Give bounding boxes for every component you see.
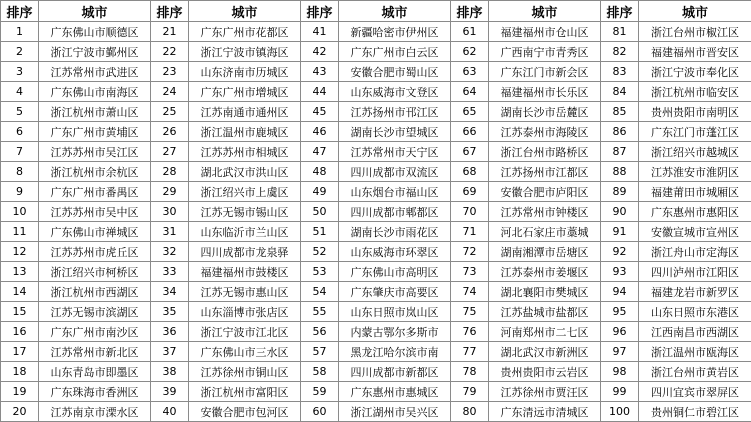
rank-cell: 59 [301,382,339,402]
city-cell: 山东日照市岚山区 [339,302,451,322]
table-row [1,382,751,402]
city-cell: 湖北武汉市新洲区 [489,342,601,362]
city-cell: 广东广州市南沙区 [39,322,151,342]
rank-cell: 37 [151,342,189,362]
rank-cell: 91 [601,222,639,242]
rank-header: 排序 [301,1,339,22]
city-cell: 山东济南市历城区 [189,62,301,82]
rank-cell: 9 [1,182,39,202]
city-cell: 浙江杭州市余杭区 [39,162,151,182]
rank-cell: 46 [301,122,339,142]
rank-cell: 57 [301,342,339,362]
rank-cell: 89 [601,182,639,202]
city-cell: 湖南长沙市望城区 [339,122,451,142]
city-cell: 广东佛山市顺德区 [39,22,151,42]
city-cell: 浙江温州市鹿城区 [189,122,301,142]
city-cell: 江苏淮安市淮阴区 [639,162,751,182]
city-cell: 浙江宁波市江北区 [189,322,301,342]
rank-cell: 53 [301,262,339,282]
table-row [1,22,751,42]
rank-cell: 52 [301,242,339,262]
city-cell: 浙江杭州市萧山区 [39,102,151,122]
rank-cell: 90 [601,202,639,222]
city-cell: 山东烟台市福山区 [339,182,451,202]
city-cell: 江苏泰州市海陵区 [489,122,601,142]
city-cell: 山东威海市文登区 [339,82,451,102]
rank-cell: 34 [151,282,189,302]
rank-cell: 68 [451,162,489,182]
city-cell: 湖南湘潭市岳塘区 [489,242,601,262]
city-cell: 江苏徐州市铜山区 [189,362,301,382]
rank-cell: 75 [451,302,489,322]
rank-cell: 28 [151,162,189,182]
rank-cell: 17 [1,342,39,362]
rank-cell: 55 [301,302,339,322]
city-cell: 四川泸州市江阳区 [639,262,751,282]
city-cell: 江苏徐州市贾汪区 [489,382,601,402]
table-row [1,222,751,242]
rank-cell: 81 [601,22,639,42]
city-cell: 浙江宁波市鄞州区 [39,42,151,62]
table-row [1,122,751,142]
rank-cell: 12 [1,242,39,262]
city-cell: 广东广州市增城区 [189,82,301,102]
city-cell: 浙江台州市黄岩区 [639,362,751,382]
city-header: 城市 [339,1,451,22]
city-cell: 四川宜宾市翠屏区 [639,382,751,402]
table-row [1,162,751,182]
city-cell: 福建福州市长乐区 [489,82,601,102]
rank-cell: 29 [151,182,189,202]
rank-cell: 72 [451,242,489,262]
city-cell: 浙江杭州市富阳区 [189,382,301,402]
rank-cell: 16 [1,322,39,342]
rank-cell: 20 [1,402,39,422]
rank-cell: 64 [451,82,489,102]
table-row [1,142,751,162]
rank-cell: 99 [601,382,639,402]
rank-cell: 32 [151,242,189,262]
city-header: 城市 [189,1,301,22]
rank-cell: 84 [601,82,639,102]
rank-cell: 1 [1,22,39,42]
city-cell: 浙江温州市瓯海区 [639,342,751,362]
city-cell: 江苏苏州市虎丘区 [39,242,151,262]
rank-cell: 39 [151,382,189,402]
rank-cell: 7 [1,142,39,162]
rank-cell: 100 [601,402,639,422]
rank-cell: 43 [301,62,339,82]
city-cell: 广东惠州市惠城区 [339,382,451,402]
rank-cell: 69 [451,182,489,202]
city-cell: 江苏苏州市吴江区 [39,142,151,162]
rank-cell: 71 [451,222,489,242]
city-cell: 福建福州市仓山区 [489,22,601,42]
rank-cell: 18 [1,362,39,382]
rank-cell: 36 [151,322,189,342]
city-cell: 福建莆田市城厢区 [639,182,751,202]
rank-cell: 63 [451,62,489,82]
city-cell: 福建龙岩市新罗区 [639,282,751,302]
city-cell: 四川成都市郫都区 [339,202,451,222]
city-cell: 广东佛山市三水区 [189,342,301,362]
city-cell: 四川成都市双流区 [339,162,451,182]
city-cell: 浙江宁波市奉化区 [639,62,751,82]
rank-cell: 33 [151,262,189,282]
table-row [1,102,751,122]
city-cell: 贵州铜仁市碧江区 [639,402,751,422]
rank-header: 排序 [601,1,639,22]
city-cell: 安徽合肥市庐阳区 [489,182,601,202]
rank-cell: 49 [301,182,339,202]
city-cell: 浙江舟山市定海区 [639,242,751,262]
city-cell: 江苏常州市新北区 [39,342,151,362]
city-cell: 江苏南通市通州区 [189,102,301,122]
rank-cell: 26 [151,122,189,142]
city-cell: 福建福州市鼓楼区 [189,262,301,282]
rank-cell: 83 [601,62,639,82]
rank-cell: 70 [451,202,489,222]
city-cell: 四川成都市龙泉驿 [189,242,301,262]
rank-cell: 86 [601,122,639,142]
rank-cell: 85 [601,102,639,122]
rank-cell: 48 [301,162,339,182]
city-cell: 山东临沂市兰山区 [189,222,301,242]
table-row [1,82,751,102]
table-row [1,262,751,282]
rank-cell: 76 [451,322,489,342]
city-cell: 江苏无锡市惠山区 [189,282,301,302]
rank-cell: 62 [451,42,489,62]
rank-cell: 24 [151,82,189,102]
rank-cell: 27 [151,142,189,162]
rank-cell: 4 [1,82,39,102]
city-cell: 广东佛山市南海区 [39,82,151,102]
rank-cell: 50 [301,202,339,222]
city-cell: 浙江杭州市临安区 [639,82,751,102]
city-cell: 浙江台州市路桥区 [489,142,601,162]
city-cell: 广东肇庆市高要区 [339,282,451,302]
city-cell: 浙江杭州市西湖区 [39,282,151,302]
rank-header: 排序 [151,1,189,22]
header-row [1,1,751,22]
city-cell: 广东清远市清城区 [489,402,601,422]
city-cell: 广东广州市番禺区 [39,182,151,202]
city-cell: 广东珠海市香洲区 [39,382,151,402]
rank-cell: 77 [451,342,489,362]
city-cell: 广东佛山市高明区 [339,262,451,282]
city-cell: 广东江门市蓬江区 [639,122,751,142]
city-cell: 江苏无锡市滨湖区 [39,302,151,322]
rank-cell: 80 [451,402,489,422]
table-row [1,302,751,322]
city-header: 城市 [639,1,751,22]
city-cell: 浙江宁波市镇海区 [189,42,301,62]
city-cell: 广东佛山市禅城区 [39,222,151,242]
city-cell: 山东青岛市即墨区 [39,362,151,382]
rank-header: 排序 [1,1,39,22]
city-cell: 湖北武汉市洪山区 [189,162,301,182]
rank-cell: 13 [1,262,39,282]
rank-cell: 58 [301,362,339,382]
rank-cell: 11 [1,222,39,242]
rank-cell: 96 [601,322,639,342]
table-row [1,282,751,302]
city-cell: 广东广州市花都区 [189,22,301,42]
city-cell: 江苏扬州市江都区 [489,162,601,182]
rank-cell: 82 [601,42,639,62]
table-row [1,182,751,202]
rank-cell: 74 [451,282,489,302]
city-cell: 广西南宁市青秀区 [489,42,601,62]
rank-cell: 94 [601,282,639,302]
rank-cell: 78 [451,362,489,382]
city-cell: 山东威海市环翠区 [339,242,451,262]
city-cell: 安徽宣城市宣州区 [639,222,751,242]
rank-cell: 97 [601,342,639,362]
table-row [1,362,751,382]
rank-cell: 61 [451,22,489,42]
city-cell: 内蒙古鄂尔多斯市 [339,322,451,342]
rank-cell: 8 [1,162,39,182]
city-cell: 浙江湖州市吴兴区 [339,402,451,422]
rank-cell: 40 [151,402,189,422]
city-cell: 湖北襄阳市樊城区 [489,282,601,302]
rank-cell: 87 [601,142,639,162]
city-header: 城市 [489,1,601,22]
rank-cell: 23 [151,62,189,82]
rank-cell: 35 [151,302,189,322]
rank-cell: 5 [1,102,39,122]
city-cell: 广东广州市黄埔区 [39,122,151,142]
rank-cell: 38 [151,362,189,382]
table-row [1,402,751,422]
rank-cell: 92 [601,242,639,262]
rank-cell: 21 [151,22,189,42]
city-cell: 江苏常州市天宁区 [339,142,451,162]
rank-cell: 65 [451,102,489,122]
city-cell: 浙江绍兴市越城区 [639,142,751,162]
rank-cell: 54 [301,282,339,302]
rank-cell: 51 [301,222,339,242]
rank-cell: 22 [151,42,189,62]
table-row [1,202,751,222]
rank-cell: 79 [451,382,489,402]
city-cell: 江苏盐城市盐都区 [489,302,601,322]
rank-cell: 41 [301,22,339,42]
city-cell: 湖南长沙市雨花区 [339,222,451,242]
rank-cell: 88 [601,162,639,182]
city-header: 城市 [39,1,151,22]
rank-cell: 42 [301,42,339,62]
city-cell: 安徽合肥市蜀山区 [339,62,451,82]
rank-cell: 45 [301,102,339,122]
rank-cell: 95 [601,302,639,322]
city-cell: 新疆哈密市伊州区 [339,22,451,42]
rank-cell: 3 [1,62,39,82]
rank-cell: 56 [301,322,339,342]
city-cell: 江苏苏州市吴中区 [39,202,151,222]
rank-cell: 98 [601,362,639,382]
city-cell: 安徽合肥市包河区 [189,402,301,422]
rank-cell: 6 [1,122,39,142]
rank-cell: 30 [151,202,189,222]
rank-cell: 44 [301,82,339,102]
city-cell: 福建福州市晋安区 [639,42,751,62]
rank-cell: 10 [1,202,39,222]
table-row [1,62,751,82]
city-cell: 江苏常州市钟楼区 [489,202,601,222]
city-cell: 四川成都市新都区 [339,362,451,382]
city-cell: 贵州贵阳市云岩区 [489,362,601,382]
city-cell: 江苏泰州市姜堰区 [489,262,601,282]
rank-cell: 31 [151,222,189,242]
city-cell: 江西南昌市西湖区 [639,322,751,342]
rank-cell: 15 [1,302,39,322]
city-cell: 湖南长沙市岳麓区 [489,102,601,122]
city-cell: 江苏常州市武进区 [39,62,151,82]
city-cell: 山东日照市东港区 [639,302,751,322]
city-cell: 江苏南京市溧水区 [39,402,151,422]
rank-cell: 60 [301,402,339,422]
city-cell: 广东广州市白云区 [339,42,451,62]
rank-cell: 47 [301,142,339,162]
city-cell: 河北石家庄市藁城 [489,222,601,242]
rank-cell: 73 [451,262,489,282]
city-cell: 江苏无锡市锡山区 [189,202,301,222]
city-cell: 广东江门市新会区 [489,62,601,82]
city-cell: 浙江绍兴市上虞区 [189,182,301,202]
table-row [1,242,751,262]
city-cell: 江苏苏州市相城区 [189,142,301,162]
city-cell: 浙江绍兴市柯桥区 [39,262,151,282]
rank-cell: 93 [601,262,639,282]
city-cell: 河南郑州市二七区 [489,322,601,342]
table-row [1,342,751,362]
city-cell: 江苏扬州市邗江区 [339,102,451,122]
rank-cell: 19 [1,382,39,402]
city-cell: 广东惠州市惠阳区 [639,202,751,222]
table-row [1,42,751,62]
rank-cell: 25 [151,102,189,122]
city-cell: 浙江台州市椒江区 [639,22,751,42]
rank-cell: 67 [451,142,489,162]
city-cell: 黑龙江哈尔滨市南 [339,342,451,362]
rank-cell: 2 [1,42,39,62]
rank-cell: 66 [451,122,489,142]
city-cell: 山东淄博市张店区 [189,302,301,322]
rank-header: 排序 [451,1,489,22]
city-cell: 贵州贵阳市南明区 [639,102,751,122]
rank-cell: 14 [1,282,39,302]
table-row [1,322,751,342]
